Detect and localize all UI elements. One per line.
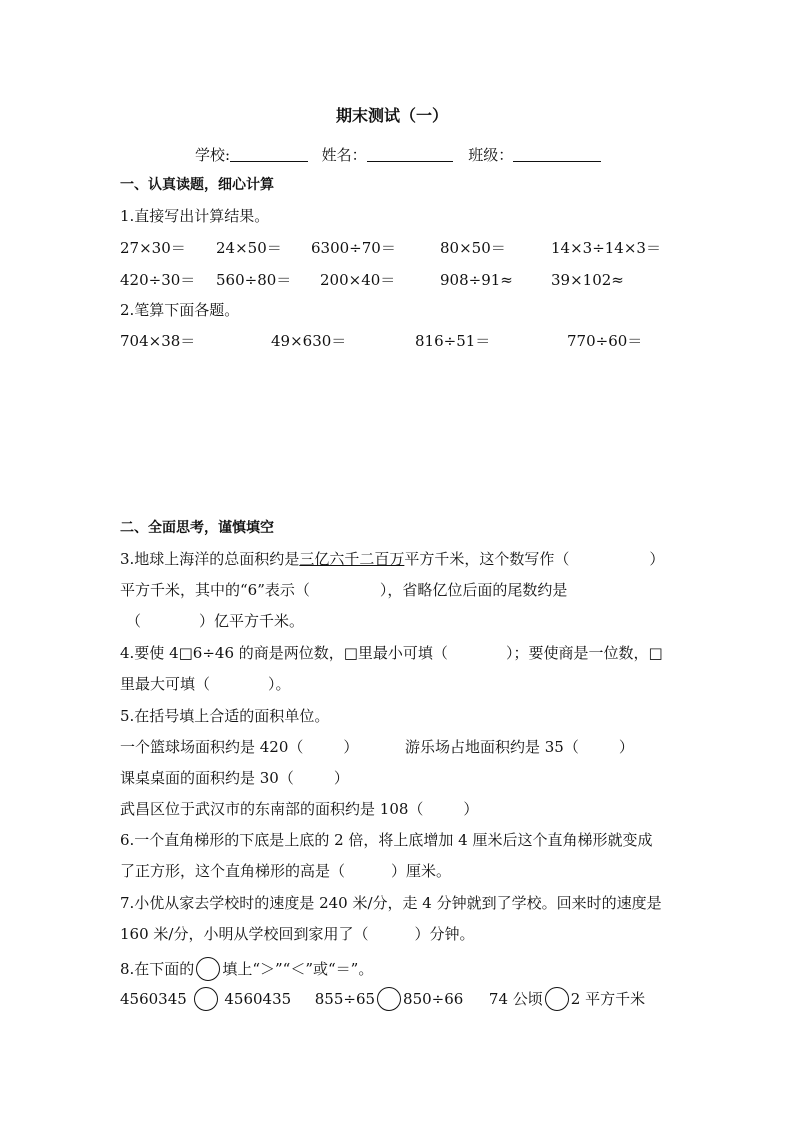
q8-line2 <box>120 987 645 1011</box>
q3-line1 <box>120 549 664 569</box>
q2-label: 2.笔算下面各题。 <box>120 301 240 319</box>
compare-circle-input-1[interactable] <box>194 987 218 1011</box>
q3-text: 平方千米，其中的“6”表示（ <box>120 581 310 599</box>
q8-compare-right: 4560435 <box>224 990 292 1008</box>
q4-text: 里最大可填（ <box>120 675 211 693</box>
q5-text: ） <box>343 738 359 756</box>
q1-row1-item: 24×50＝ <box>216 239 282 257</box>
q5-label: 5.在括号填上合适的面积单位。 <box>120 707 330 725</box>
q2-item: 704×38＝ <box>120 332 196 350</box>
q2-item: 816÷51＝ <box>415 332 491 350</box>
q1-row2-item: 420÷30＝ <box>120 271 196 289</box>
q5-text: 课桌桌面的面积约是 30（ <box>120 769 294 787</box>
q8-text: 8.在下面的 <box>120 960 195 978</box>
name-blank[interactable] <box>367 147 453 162</box>
q5-text: 武昌区位于武汉市的东南部的面积约是 108（ <box>120 800 424 818</box>
compare-circle-input-3[interactable] <box>545 987 569 1011</box>
q8-line1 <box>120 957 373 981</box>
q3-text: 平方千米，这个数写作（ <box>404 550 570 568</box>
q8-compare-left: 74 公顷 <box>488 990 543 1008</box>
q7-line1: 7.小优从家去学校时的速度是 240 米/分，走 4 分钟就到了学校。回来时的速度是 <box>120 894 662 912</box>
q3-text: 3.地球上海洋的总面积约是 <box>120 550 300 568</box>
school-label: 学校: <box>195 146 231 164</box>
q3-line3 <box>126 611 304 631</box>
q4-text: ）。 <box>268 675 291 693</box>
q7-line2 <box>120 924 474 944</box>
q1-row2-item: 560÷80＝ <box>216 271 292 289</box>
q1-row2-item: 39×102≈ <box>551 271 624 289</box>
q5-item-d <box>120 799 478 819</box>
class-blank[interactable] <box>513 147 601 162</box>
q1-label: 1.直接写出计算结果。 <box>120 207 270 225</box>
q2-item: 49×630＝ <box>271 332 347 350</box>
q3-text: ） <box>649 550 665 568</box>
circle-icon <box>196 957 220 981</box>
q6-line1: 6.一个直角梯形的下底是上底的 2 倍，将上底增加 4 厘米后这个直角梯形就变成 <box>120 831 653 849</box>
q6-line2 <box>120 861 451 881</box>
section2-heading: 二、全面思考，谨慎填空 <box>120 520 274 536</box>
q4-text: ）；要使商是一位数，□ <box>505 644 663 662</box>
q5-text: ） <box>618 738 634 756</box>
q3-line2 <box>120 580 567 600</box>
q5-text: 游乐场占地面积约是 35（ <box>405 738 579 756</box>
q5-item-c <box>120 768 349 788</box>
q1-row1-item: 80×50＝ <box>440 239 506 257</box>
q4-text: 4.要使 4□6÷46 的商是两位数，□里最小可填（ <box>120 644 448 662</box>
q8-compare-left: 855÷65 <box>314 990 376 1008</box>
q3-text: ），省略亿位后面的尾数约是 <box>379 581 568 599</box>
q4-line2 <box>120 674 291 694</box>
q1-row1-item: 27×30＝ <box>120 239 186 257</box>
q1-row2-item: 908÷91≈ <box>440 271 513 289</box>
q8-compare-right: 850÷66 <box>403 990 464 1008</box>
q8-text: 填上“＞”“＜”或“＝”。 <box>222 960 374 978</box>
q5-text: 一个篮球场面积约是 420（ <box>120 738 304 756</box>
q5-item-b <box>405 737 634 757</box>
school-blank[interactable] <box>230 147 308 162</box>
q2-item: 770÷60＝ <box>567 332 643 350</box>
q5-text: ） <box>463 800 479 818</box>
q1-row2-item: 200×40＝ <box>320 271 396 289</box>
q6-text: 了正方形，这个直角梯形的高是（ <box>120 862 346 880</box>
student-info <box>195 145 601 165</box>
q8-compare-left: 4560345 <box>120 990 187 1008</box>
class-label: 班级： <box>468 146 514 164</box>
q3-text: ）亿平方千米。 <box>199 612 305 630</box>
q1-row1-item: 14×3÷14×3＝ <box>551 239 661 257</box>
q3-underlined-number: 三亿六千二百万 <box>299 550 405 568</box>
q1-row1-item: 6300÷70＝ <box>311 239 396 257</box>
q4-line1 <box>120 643 663 663</box>
q7-text: 160 米/分，小明从学校回到家用了（ <box>120 925 369 943</box>
q5-text: ） <box>333 769 349 787</box>
q5-item-a <box>120 737 358 757</box>
q8-compare-right: 2 平方千米 <box>570 990 646 1008</box>
page-title: 期末测试（一） <box>336 106 449 125</box>
q3-text: （ <box>126 612 142 630</box>
section1-heading: 一、认真读题，细心计算 <box>120 177 274 193</box>
q6-text: ）厘米。 <box>391 862 452 880</box>
q7-text: ）分钟。 <box>414 925 475 943</box>
compare-circle-input-2[interactable] <box>377 987 401 1011</box>
name-label: 姓名： <box>321 146 367 164</box>
